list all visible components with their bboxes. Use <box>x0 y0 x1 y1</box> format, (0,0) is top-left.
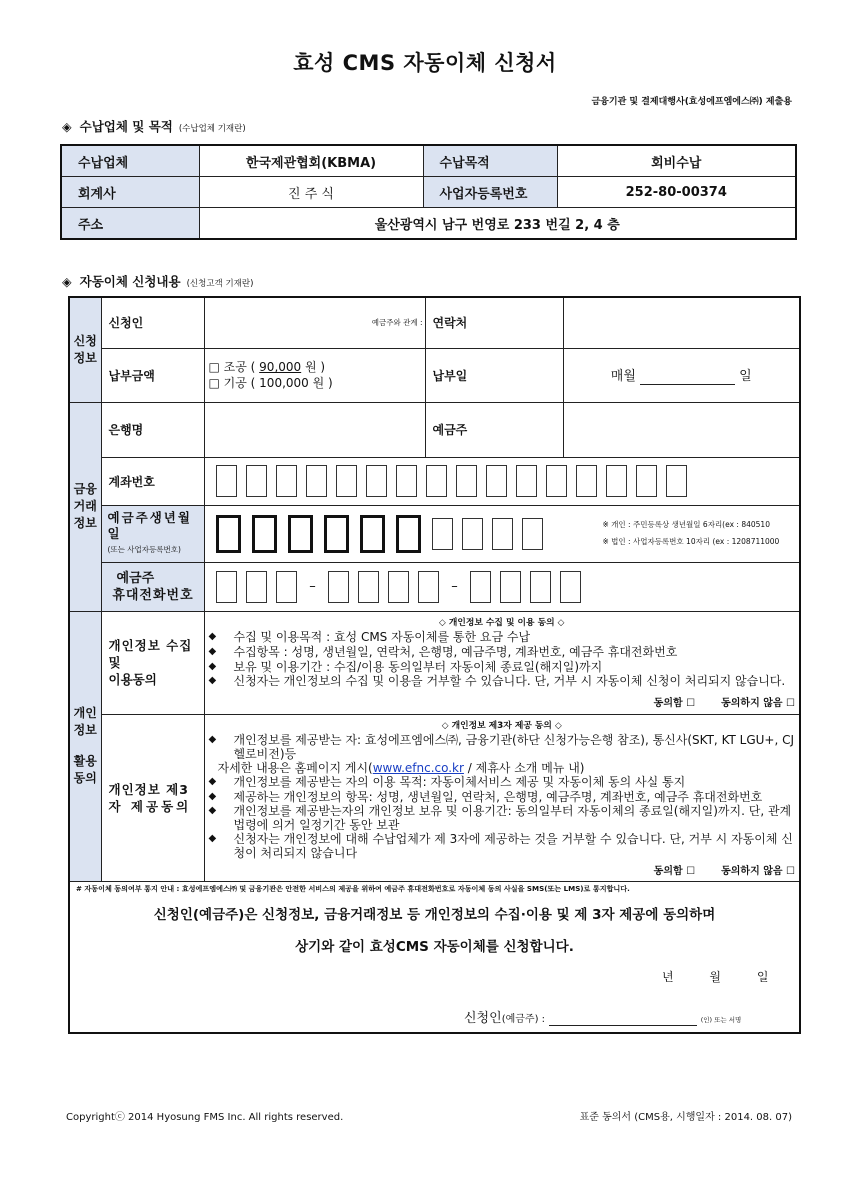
sign-label-sub: (예금주) : <box>501 1013 546 1025</box>
consent1-item: ◆ 보유 및 이용기간 : 수집/이용 동의일부터 자동이체 종료일(해지일)까지 <box>208 659 603 674</box>
sign-note: (인) 또는 서명 <box>700 1015 742 1024</box>
phone-digit-box[interactable] <box>328 571 349 603</box>
consent2-title: ◇ 개인정보 제3자 제공 동의 ◇ <box>441 720 562 731</box>
birth-digit-box[interactable] <box>396 515 421 553</box>
amount-option-2-label: □ 기공 ( <box>208 376 256 390</box>
section1-diamond-icon: ◈ <box>62 119 72 134</box>
account-digit-box[interactable] <box>546 465 567 497</box>
business-digit-box[interactable] <box>522 518 543 550</box>
birth-label-cell <box>101 505 204 562</box>
amount-label: 납부금액 <box>101 348 204 402</box>
birth-digit-box[interactable] <box>252 515 277 553</box>
birth-digit-box[interactable] <box>288 515 313 553</box>
group-applicant-label: 신청정보 <box>69 297 101 402</box>
section2-header <box>62 272 253 290</box>
consent2-label-2: 자 제공동의 <box>108 798 192 814</box>
consent2-label-cell <box>101 714 204 881</box>
section1-note: (수납업체 기재란) <box>178 124 246 134</box>
phone-label-2: 휴대전화번호 <box>112 587 194 603</box>
account-digit-box[interactable] <box>306 465 327 497</box>
phone-digit-box[interactable] <box>216 571 237 603</box>
form-title: 효성 CMS 자동이체 신청서 <box>293 51 557 75</box>
account-digit-box[interactable] <box>666 465 687 497</box>
diamond-bullet-icon: ◆ <box>208 675 217 687</box>
account-digit-box[interactable] <box>456 465 477 497</box>
merchant-table <box>60 144 797 240</box>
birth-note-individual: ※ 개인 : 주민등록상 생년월일 6자리(ex : 840510 <box>602 519 770 529</box>
diamond-bullet-icon: ◆ <box>208 733 217 745</box>
birth-note-corporate: ※ 법인 : 사업자등록번호 10자리 (ex : 1208711000 <box>602 536 780 546</box>
signature-line[interactable] <box>549 1011 697 1026</box>
contact-input[interactable] <box>563 297 800 348</box>
consent1-label-cell <box>101 611 204 714</box>
sms-notice: # 자동이체 동의여부 통지 안내 : 효성에프엠에스㈜ 및 금융기관은 안전한 서비스의 제공을 위하여 예금주 휴대전화번호로 자동이체 동의 사실을 SMS(또는 LMS)로 통지합니다. <box>76 883 630 893</box>
phone-digit-box[interactable] <box>530 571 551 603</box>
business-digit-box[interactable] <box>462 518 483 550</box>
account-digit-box[interactable] <box>426 465 447 497</box>
phone-digit-box[interactable] <box>246 571 267 603</box>
accountant-value: 진 주 식 <box>199 177 423 208</box>
phone-boxes <box>204 562 800 611</box>
date-field[interactable] <box>662 968 768 985</box>
holder-label: 예금주 <box>425 402 563 457</box>
account-digit-box[interactable] <box>366 465 387 497</box>
consent1-disagree-checkbox[interactable]: 동의하지 않음 ☐ <box>721 697 795 709</box>
birth-sub-label: (또는 사업자등록번호) <box>107 544 181 554</box>
bank-label: 은행명 <box>101 402 204 457</box>
phone-label-1: 예금주 <box>116 570 155 586</box>
payday-suffix: 일 <box>739 369 752 385</box>
phone-dash-1: – <box>309 579 316 594</box>
phone-digit-box[interactable] <box>418 571 439 603</box>
purpose-label: 수납목적 <box>423 145 557 177</box>
signature-field <box>464 1007 741 1026</box>
submit-note: 금융기관 및 결제대행사(효성에프엠에스㈜) 제출용 <box>591 97 792 107</box>
section1-header <box>62 117 246 135</box>
applicant-input[interactable] <box>204 297 425 348</box>
consent2-item: ◆ 개인정보를 제공받는자의 개인정보 보유 및 이용기간: 동의일부터 자동이체의 종료일(해지일)까지. 단, 관계 법령에 의거 일정기간 동안 보관 <box>208 803 792 832</box>
consent2-item: ◆ 개인정보를 제공받는 자의 이용 목적: 자동이체서비스 제공 및 자동이체 동의 사실 통지 <box>208 775 686 790</box>
section2-note: (신청고객 기재란) <box>186 279 254 289</box>
amount-value-1: 90,000 <box>259 360 302 374</box>
footer-copyright: Copyrightⓒ 2014 Hyosung FMS Inc. All rights reserved. <box>66 1112 344 1123</box>
payday-blank[interactable] <box>640 369 735 385</box>
application-table <box>68 296 801 1034</box>
phone-digit-box[interactable] <box>276 571 297 603</box>
account-digit-box[interactable] <box>516 465 537 497</box>
purpose-value: 회비수납 <box>557 145 796 177</box>
diamond-bullet-icon: ◆ <box>208 660 217 672</box>
group-privacy-label <box>69 611 101 881</box>
birth-digit-box[interactable] <box>360 515 385 553</box>
consent1-body <box>204 611 800 714</box>
merchant-row-3 <box>61 208 796 240</box>
homepage-link[interactable]: www.efnc.co.kr <box>372 761 464 776</box>
consent2-agree-checkbox[interactable]: 동의함 ☐ <box>653 865 696 877</box>
section2-diamond-icon: ◈ <box>62 274 72 289</box>
birth-label: 예금주생년월일 <box>107 509 192 541</box>
accountant-label: 회계사 <box>61 177 199 208</box>
amount-unit-2: 원 ) <box>312 376 333 390</box>
account-digit-box[interactable] <box>216 465 237 497</box>
consent2-choices <box>209 865 796 879</box>
declaration-line-2: 상기와 같이 효성CMS 자동이체를 신청합니다. <box>295 938 574 955</box>
account-digit-box[interactable] <box>576 465 597 497</box>
account-digit-box[interactable] <box>246 465 267 497</box>
consent1-item: ◆ 수집항목 : 성명, 생년월일, 연락처, 은행명, 예금주명, 계좌번호, 예금주 휴대전화번호 <box>208 644 678 659</box>
consent2-row <box>69 714 800 881</box>
consent1-label-1: 개인정보 수집 <box>108 638 193 653</box>
amount-value-2: 100,000 <box>259 376 309 390</box>
diamond-bullet-icon: ◆ <box>208 776 217 788</box>
payday-field[interactable] <box>563 348 800 402</box>
date-day: 일 <box>756 969 769 984</box>
group-privacy-label-2: 활용동의 <box>73 754 97 786</box>
account-boxes <box>204 457 800 505</box>
account-digit-box[interactable] <box>276 465 297 497</box>
address-value: 울산광역시 남구 번영로 233 번길 2, 4 층 <box>199 208 796 240</box>
consent1-agree-checkbox[interactable]: 동의함 ☐ <box>653 697 696 709</box>
consent2-label-1: 개인정보 제3 <box>108 781 189 797</box>
phone-label-cell <box>101 562 204 611</box>
bank-row <box>69 402 800 457</box>
business-number-label: 사업자등록번호 <box>423 177 557 208</box>
amount-option-1[interactable] <box>209 359 425 375</box>
business-digit-box[interactable] <box>432 518 453 550</box>
address-label: 주소 <box>61 208 199 240</box>
payday-label: 납부일 <box>425 348 563 402</box>
amount-options <box>204 348 425 402</box>
consent2-item-detail: 자세한 내용은 홈페이지 게시(www.efnc.co.kr / 제휴사 소개 메뉴 내) <box>217 761 585 776</box>
consent2-item: ◆ 개인정보를 제공받는 자: 효성에프엠에스㈜, 금융기관(하단 신청가능은행 참조), 통신사(SKT, KT LGU+, CJ 헬로비전)등 <box>208 732 795 761</box>
merchant-row-1 <box>61 145 796 177</box>
consent1-label-2: 및 <box>108 655 121 670</box>
date-year: 년 <box>662 969 674 984</box>
consent1-title: ◇ 개인정보 수집 및 이용 동의 ◇ <box>439 617 565 628</box>
birth-digit-box[interactable] <box>216 515 241 553</box>
business-digit-box[interactable] <box>492 518 513 550</box>
phone-row <box>69 562 800 611</box>
sign-label: 신청인 <box>464 1010 502 1026</box>
consent2-item: ◆ 제공하는 개인정보의 항목: 성명, 생년월일, 연락처, 은행명, 예금주명, 계좌번호, 예금주 휴대전화번호 <box>208 789 763 804</box>
birth-boxes <box>204 505 800 562</box>
account-digit-box[interactable] <box>486 465 507 497</box>
consent1-choices <box>209 697 796 712</box>
phone-dash-2: – <box>451 579 458 594</box>
group-privacy-label-1: 개인정보 <box>73 706 97 738</box>
phone-digit-box[interactable] <box>470 571 491 603</box>
diamond-bullet-icon: ◆ <box>208 645 217 657</box>
relation-note: 예금주와 관계 : <box>371 318 423 328</box>
diamond-bullet-icon: ◆ <box>208 804 217 816</box>
account-digit-box[interactable] <box>606 465 627 497</box>
payday-prefix: 매월 <box>610 369 636 385</box>
account-row <box>69 457 800 505</box>
consent2-disagree-checkbox[interactable]: 동의하지 않음 ☐ <box>721 865 795 877</box>
amount-unit-1: 원 ) <box>305 360 326 374</box>
footer-version: 표준 동의서 (CMS용, 시행일자 : 2014. 08. 07) <box>579 1112 792 1123</box>
declaration-cell <box>69 881 800 1033</box>
declaration-row <box>69 881 800 1033</box>
birth-digit-box[interactable] <box>324 515 349 553</box>
contact-label: 연락처 <box>425 297 563 348</box>
diamond-bullet-icon: ◆ <box>208 790 217 802</box>
birth-notes <box>603 516 780 550</box>
account-digit-box[interactable] <box>396 465 417 497</box>
consent1-item: ◆ 수집 및 이용목적 : 효성 CMS 자동이체를 통한 요금 수납 <box>208 630 531 645</box>
birth-row <box>69 505 800 562</box>
applicant-label: 신청인 <box>101 297 204 348</box>
amount-option-2[interactable] <box>209 375 425 391</box>
account-label: 계좌번호 <box>101 457 204 505</box>
merchant-name-label: 수납업체 <box>61 145 199 177</box>
consent1-label-3: 이용동의 <box>108 672 157 687</box>
phone-digit-box[interactable] <box>358 571 379 603</box>
merchant-name-value: 한국제관협회(KBMA) <box>199 145 423 177</box>
phone-digit-box[interactable] <box>560 571 581 603</box>
diamond-bullet-icon: ◆ <box>208 631 217 643</box>
bank-input[interactable] <box>204 402 425 457</box>
consent1-row <box>69 611 800 714</box>
business-number-value: 252-80-00374 <box>557 177 796 208</box>
phone-digit-box[interactable] <box>500 571 521 603</box>
consent1-item: ◆ 신청자는 개인정보의 수집 및 이용을 거부할 수 있습니다. 단, 거부 시 자동이체 신청이 처리되지 않습니다. <box>208 674 786 689</box>
declaration-line-1: 신청인(예금주)은 신청정보, 금융거래정보 등 개인정보의 수집·이용 및 제 3자 제공에 동의하며 <box>153 906 716 923</box>
applicant-row <box>69 297 800 348</box>
date-month: 월 <box>709 969 722 984</box>
section1-title: 수납업체 및 목적 <box>79 119 173 134</box>
amount-option-1-label: □ 조공 ( <box>208 360 256 374</box>
phone-digit-box[interactable] <box>388 571 409 603</box>
holder-input[interactable] <box>563 402 800 457</box>
diamond-bullet-icon: ◆ <box>208 833 217 845</box>
merchant-row-2 <box>61 177 796 208</box>
consent2-body <box>204 714 800 881</box>
account-digit-box[interactable] <box>336 465 357 497</box>
section2-title: 자동이체 신청내용 <box>79 274 181 289</box>
consent2-item: ◆ 신청자는 개인정보에 대해 수납업체가 제 3자에 제공하는 것을 거부할 수 있습니다. 단, 거부 시 자동이체 신청이 처리되지 않습니다 <box>208 832 793 861</box>
group-finance-label: 금융거래정보 <box>69 402 101 611</box>
account-digit-box[interactable] <box>636 465 657 497</box>
amount-row <box>69 348 800 402</box>
